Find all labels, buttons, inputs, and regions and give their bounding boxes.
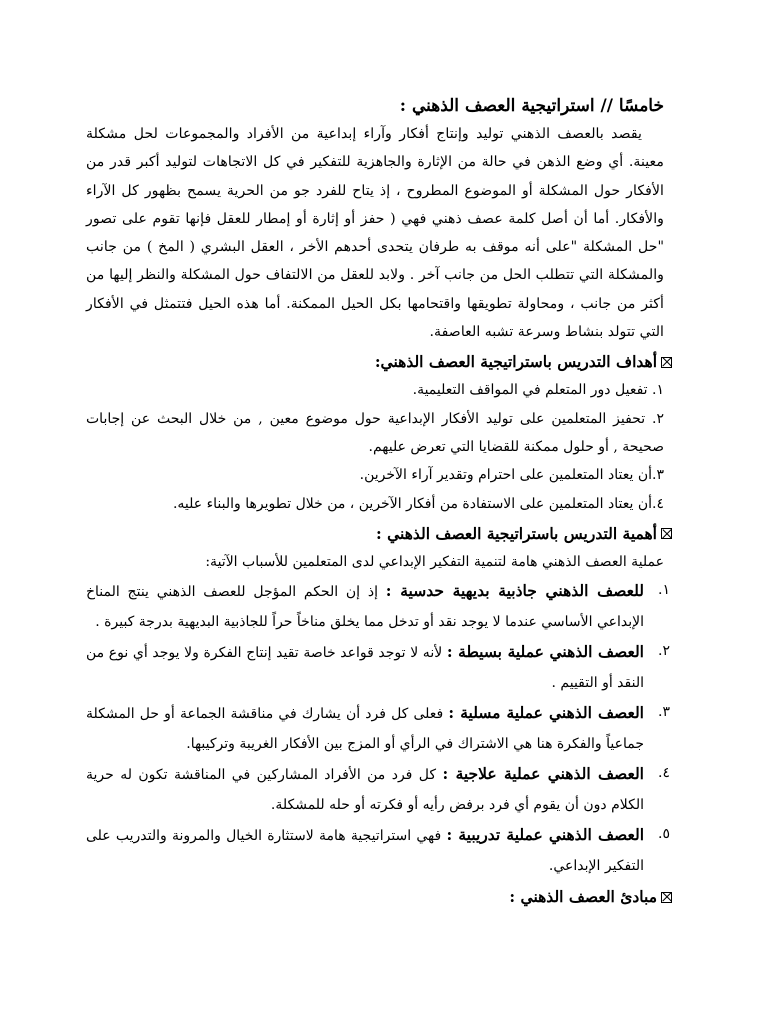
- goals-heading-text: أهداف التدريس باستراتيجية العصف الذهني:: [374, 352, 657, 372]
- item-text: كل فرد من الأفراد المشاركين في المناقشة تكون له حرية الكلام دون أن يقوم أي فرد برفض رأيه أو فكرته أو حله للمشكلة.: [86, 767, 644, 813]
- list-item: ٣.أن يعتاد المتعلمين على احترام وتقدير آراء الآخرين.: [359, 467, 664, 484]
- importance-list: [86, 576, 670, 881]
- item-number: ٥.: [658, 826, 670, 843]
- list-item: ٤.أن يعتاد المتعلمين على الاستفادة من أفكار الآخرين ، من خلال تطويرها والبناء عليه.: [172, 495, 664, 512]
- item-title: العصف الذهني عملية مسلية :: [448, 703, 644, 723]
- list-item: [86, 820, 670, 881]
- importance-heading: [86, 520, 672, 548]
- checkbox-x-icon: [661, 357, 672, 368]
- item-text: فعلى كل فرد أن يشارك في مناقشة الجماعة أو حل المشكلة جماعياً والفكرة هنا هي الاشتراك في الرأي أو المزج بين الأفكار الغريبة وتركيبها.: [86, 706, 644, 752]
- principles-heading: [86, 883, 672, 911]
- checkbox-x-icon: [661, 892, 672, 903]
- list-item: ١. تفعيل دور المتعلم في المواقف التعليمية.: [412, 382, 664, 399]
- item-number: ١.: [658, 582, 670, 599]
- section-title: خامسًا // استراتيجية العصف الذهني :: [399, 96, 664, 116]
- list-item: [86, 698, 670, 759]
- definition-paragraph: يقصد بالعصف الذهني توليد وإنتاج أفكار وآراء إبداعية من الأفراد والمجموعات لحل مشكلة معينة. أي وضع الذهن في حالة من الإثارة والجاهزية للتفكير في كل الاتجاهات لتوليد أكبر قدر من الأفكار حول المشكلة أو الموضوع المطروح ، إذ يتاح للفرد جو من الحرية يسمح بظهور كل الآراء والأفكار. أما أن أصل كلمة عصف ذهني فهي ( حفز أو إثارة أو إمطار للعقل فإنها تقوم على تصور "حل المشكلة "على أنه موقف به طرفان يتحدى أحدهم الأخر ، العقل البشري ( المخ ) من جانب والمشكلة التي تتطلب الحل من جانب آخر . ولابد للعقل من الالتفاف حول المشكلة والنظر إليها من أكثر من جانب ، ومحاولة تطويقها واقتحامها بكل الحيل الممكنة. أما هذه الحيل فتتمثل في الأفكار التي تتولد بنشاط وسرعة تشبه العاصفة.: [86, 126, 664, 341]
- goals-heading: [86, 348, 672, 376]
- principles-heading-text: مبادئ العصف الذهني :: [509, 887, 657, 907]
- list-item: [86, 759, 670, 820]
- importance-intro: عملية العصف الذهني هامة لتنمية التفكير الإبداعي لدى المتعلمين للأسباب الآتية:: [205, 553, 664, 570]
- list-item: [86, 576, 670, 637]
- item-number: ٤.: [658, 765, 670, 782]
- item-title: العصف الذهني عملية تدريبية :: [446, 825, 645, 845]
- item-title: للعصف الذهني جاذبية بديهية حدسية :: [385, 581, 644, 601]
- item-number: ٣.: [658, 704, 670, 721]
- goals-list: [86, 376, 664, 517]
- item-text: فهي استراتيجية هامة لاستثارة الخيال والمرونة والتدريب على التفكير الإبداعي.: [86, 828, 644, 874]
- item-number: ٢.: [658, 643, 670, 660]
- list-item: [86, 637, 670, 698]
- importance-heading-text: أهمية التدريس باستراتيجية العصف الذهني :: [375, 523, 657, 543]
- list-item: ٢. تحفيز المتعلمين على توليد الأفكار الإبداعية حول موضوع معين , من خلال البحث عن إجابات صحيحة , أو حلول ممكنة للقضايا التي تعرض عليهم.: [86, 410, 664, 455]
- checkbox-x-icon: [661, 528, 672, 539]
- item-title: العصف الذهني عملية علاجية :: [442, 764, 644, 784]
- item-title: العصف الذهني عملية بسيطة :: [446, 642, 644, 662]
- item-text: إذ إن الحكم المؤجل للعصف الذهني ينتج المناخ الإبداعي الأساسي عندما لا يوجد نقد أو تدخل مما يخلق مناخاً حراً للجاذبية البديهية بدرجة كبيرة .: [86, 584, 644, 630]
- item-text: لأنه لا توجد قواعد خاصة تقيد إنتاج الفكرة ولا يوجد أي نوع من النقد أو التقييم .: [86, 645, 644, 691]
